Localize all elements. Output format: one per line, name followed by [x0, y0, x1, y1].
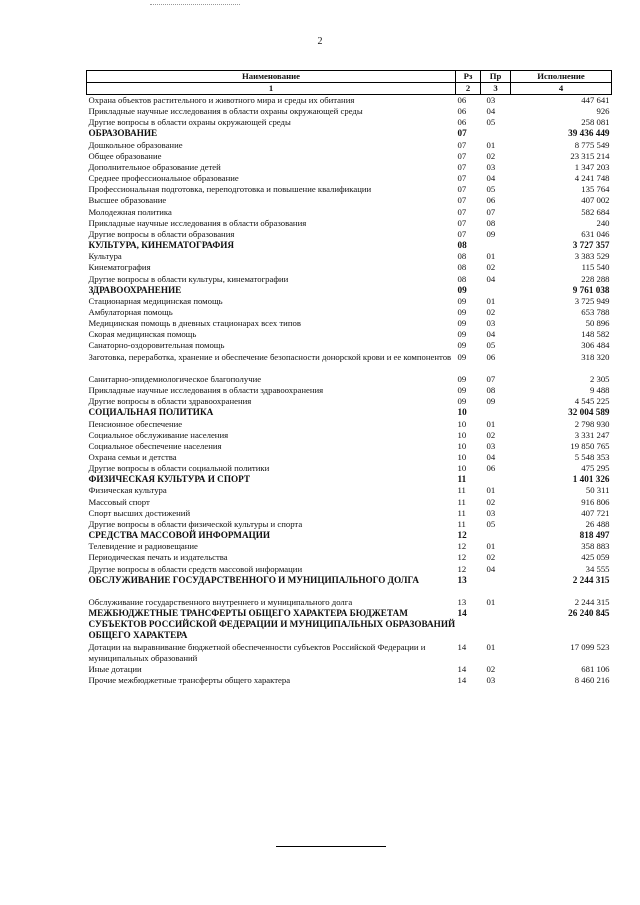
table-row: [87, 497, 612, 508]
row-name: Социальное обслуживание населения: [88, 429, 229, 440]
table-row: [87, 95, 612, 107]
row-pr: [481, 575, 511, 597]
page-number: 2: [317, 36, 323, 47]
row-pr: 05: [486, 340, 496, 351]
row-value: 358 883: [581, 541, 610, 552]
row-rz: 08: [457, 251, 467, 262]
table-row: [87, 474, 612, 485]
row-name: СРЕДСТВА МАССОВОЙ ИНФОРМАЦИИ: [88, 530, 271, 541]
row-pr: 05: [486, 117, 496, 128]
row-name: Другие вопросы в области социальной политики: [88, 463, 270, 474]
table-row: [87, 262, 612, 273]
row-name: Массовый спорт: [88, 496, 150, 507]
row-rz: 09: [457, 351, 467, 362]
row-name: Прикладные научные исследования в области охраны окружающей среды: [88, 106, 363, 117]
row-pr: 01: [486, 418, 496, 429]
row-rz: 09: [457, 306, 467, 317]
row-name: Медицинская помощь в дневных стационарах всех типов: [88, 318, 301, 329]
row-rz: 09: [457, 284, 467, 295]
row-name: Кинематография: [88, 262, 151, 273]
row-pr: 02: [486, 663, 496, 674]
table-row: [87, 575, 612, 597]
row-rz: 10: [457, 429, 467, 440]
row-value: 34 555: [585, 563, 610, 574]
table-body: [87, 95, 612, 687]
row-pr: 03: [486, 318, 496, 329]
row-pr: 06: [486, 463, 496, 474]
row-pr: 07: [486, 373, 496, 384]
row-rz: 11: [457, 518, 466, 529]
row-pr: 05: [486, 184, 496, 195]
row-name: Дотации на выравнивание бюджетной обеспеченности субъектов Российской Федерации и муниципальных образований: [88, 641, 426, 663]
row-value: 228 288: [581, 273, 610, 284]
row-value: 475 295: [581, 463, 610, 474]
row-value: 4 241 748: [574, 173, 610, 184]
row-rz: 07: [457, 206, 467, 217]
row-rz: 07: [457, 173, 467, 184]
row-value: 306 484: [581, 340, 610, 351]
row-rz: 07: [457, 150, 467, 161]
row-name: Амбулаторная помощь: [88, 306, 173, 317]
table-row: [87, 552, 612, 563]
row-pr: 09: [486, 228, 496, 239]
header-number-name: 1: [87, 83, 456, 95]
table-row: [87, 218, 612, 229]
row-rz: 07: [457, 184, 467, 195]
row-rz: 06: [457, 117, 467, 128]
row-name: Санитарно-эпидемиологическое благополучие: [88, 373, 262, 384]
row-value: 318 320: [581, 351, 610, 362]
row-name: Дополнительное образование детей: [88, 161, 221, 172]
row-pr: 02: [486, 429, 496, 440]
row-name: Прикладные научные исследования в области образования: [88, 217, 307, 228]
row-value: 3 383 529: [574, 251, 610, 262]
row-value: 916 806: [581, 496, 610, 507]
table-row: [87, 274, 612, 285]
row-rz: 06: [457, 95, 467, 105]
row-name: Пенсионное обеспечение: [88, 418, 183, 429]
row-value: 425 059: [581, 552, 610, 563]
row-name: Спорт высших достижений: [88, 507, 191, 518]
row-pr: 01: [486, 597, 496, 607]
row-name: Санаторно-оздоровительная помощь: [88, 340, 225, 351]
row-rz: 07: [457, 128, 467, 139]
row-pr: 08: [486, 385, 496, 396]
table-row: [87, 463, 612, 474]
row-name: Социальное обеспечение населения: [88, 440, 222, 451]
row-name: Телевидение и радиовещание: [88, 541, 198, 552]
row-value: 26 240 845: [568, 608, 610, 619]
row-rz: 09: [457, 385, 467, 396]
row-value: 631 046: [581, 228, 610, 239]
table-row: [87, 508, 612, 519]
table-row: [87, 441, 612, 452]
row-value: 681 106: [581, 663, 610, 674]
row-value: 2 244 315: [572, 574, 610, 585]
table-row: [87, 664, 612, 675]
row-value: 258 081: [581, 117, 610, 128]
row-rz: 07: [457, 161, 467, 172]
row-value: 50 311: [585, 485, 610, 496]
table-row: [87, 240, 612, 251]
row-pr: 06: [486, 195, 496, 206]
table-row: [87, 296, 612, 307]
row-rz: 12: [457, 552, 467, 563]
row-pr: 01: [486, 139, 496, 150]
row-pr: 03: [486, 440, 496, 451]
row-rz: 14: [457, 608, 467, 619]
row-value: 1 401 326: [572, 474, 610, 485]
row-name: ОБРАЗОВАНИЕ: [88, 128, 158, 139]
row-value: 39 436 449: [568, 128, 610, 139]
row-value: 407 721: [581, 507, 610, 518]
row-value: 1 347 203: [574, 161, 610, 172]
row-pr: 09: [486, 396, 496, 407]
row-name: Охрана семьи и детства: [88, 451, 177, 462]
row-value: 32 004 589: [568, 407, 610, 418]
row-name: ФИЗИЧЕСКАЯ КУЛЬТУРА И СПОРТ: [88, 474, 250, 485]
table-row: [87, 597, 612, 608]
row-name: Прочие межбюджетные трансферты общего характера: [88, 675, 291, 686]
row-pr: 01: [486, 251, 496, 262]
row-rz: 10: [457, 418, 467, 429]
row-value: 653 788: [581, 306, 610, 317]
row-value: 447 641: [581, 95, 610, 105]
table-row: [87, 419, 612, 430]
row-name: Иные дотации: [88, 663, 142, 674]
row-rz: 11: [457, 485, 466, 496]
table-row: [87, 485, 612, 496]
row-pr: 02: [486, 496, 496, 507]
header-name: Наименование: [87, 71, 456, 83]
row-rz: 11: [457, 507, 466, 518]
row-value: 8 775 549: [574, 139, 610, 150]
row-rz: 10: [457, 440, 467, 451]
table-row: [87, 340, 612, 351]
row-pr: 02: [486, 306, 496, 317]
row-name: Охрана объектов растительного и животного мира и среды их обитания: [88, 95, 355, 105]
row-pr: [481, 285, 511, 296]
row-rz: 13: [457, 574, 467, 585]
row-name: КУЛЬТУРА, КИНЕМАТОГРАФИЯ: [88, 240, 235, 251]
row-value: 3 725 949: [574, 295, 610, 306]
row-pr: 04: [486, 273, 496, 284]
row-name: Молодежная политика: [88, 206, 172, 217]
row-rz: 11: [457, 474, 467, 485]
row-rz: 10: [457, 407, 467, 418]
table-row: [87, 519, 612, 530]
row-value: 4 545 225: [574, 396, 610, 407]
row-pr: 01: [486, 295, 496, 306]
header-pr: Пр: [481, 71, 511, 83]
row-value: 50 896: [585, 318, 610, 329]
table-row: [87, 195, 612, 206]
row-name: МЕЖБЮДЖЕТНЫЕ ТРАНСФЕРТЫ ОБЩЕГО ХАРАКТЕРА БЮДЖЕТАМ СУБЪЕКТОВ РОССИЙСКОЙ ФЕДЕРАЦИИ И МУНИЦИПАЛЬНЫХ ОБРАЗОВАНИЙ ОБЩЕГО ХАРАКТЕРА: [88, 608, 456, 641]
row-value: 240: [596, 217, 610, 228]
row-name: Другие вопросы в области охраны окружающей среды: [88, 117, 291, 128]
row-value: 8 460 216: [574, 675, 610, 686]
table-header: [87, 71, 612, 95]
table-row: [87, 541, 612, 552]
table-row: [87, 285, 612, 296]
row-value: 2 798 930: [574, 418, 610, 429]
row-pr: 05: [486, 518, 496, 529]
row-rz: 09: [457, 340, 467, 351]
row-name: ОБСЛУЖИВАНИЕ ГОСУДАРСТВЕННОГО И МУНИЦИПАЛЬНОГО ДОЛГА: [88, 574, 420, 585]
table-row: [87, 452, 612, 463]
row-name: Высшее образование: [88, 195, 167, 206]
row-value: 9 761 038: [572, 284, 610, 295]
row-pr: 01: [486, 485, 496, 496]
row-pr: 02: [486, 552, 496, 563]
row-name: Профессиональная подготовка, переподготовка и повышение квалификации: [88, 184, 372, 195]
row-name: Другие вопросы в области образования: [88, 228, 235, 239]
header-number-pr: 3: [481, 83, 511, 95]
row-value: 926: [596, 106, 610, 117]
row-rz: 12: [457, 530, 467, 541]
row-pr: 04: [486, 451, 496, 462]
row-value: 115 540: [581, 262, 610, 273]
row-rz: 07: [457, 217, 467, 228]
row-value: 135 764: [581, 184, 610, 195]
row-pr: 03: [486, 675, 496, 686]
row-name: Дошкольное образование: [88, 139, 183, 150]
row-rz: 09: [457, 295, 467, 306]
row-rz: 14: [457, 663, 467, 674]
row-rz: 06: [457, 106, 467, 117]
row-name: Скорая медицинская помощь: [88, 329, 197, 340]
table-row: [87, 173, 612, 184]
row-pr: 04: [486, 329, 496, 340]
row-rz: 12: [457, 563, 467, 574]
row-name: Обслуживание государственного внутреннего и муниципального долга: [88, 597, 353, 607]
row-value: 2 244 315: [574, 597, 610, 607]
row-pr: 03: [486, 161, 496, 172]
top-rule: [150, 4, 240, 5]
row-pr: 08: [486, 217, 496, 228]
row-rz: 08: [457, 273, 467, 284]
table-row: [87, 151, 612, 162]
table-row: [87, 329, 612, 340]
row-rz: 09: [457, 318, 467, 329]
row-pr: 06: [486, 351, 496, 362]
table-row: [87, 608, 612, 641]
row-rz: 07: [457, 195, 467, 206]
row-value: 19 850 765: [570, 440, 610, 451]
row-value: 17 099 523: [570, 641, 610, 652]
table-row: [87, 117, 612, 128]
table-row: [87, 318, 612, 329]
table-row: [87, 106, 612, 117]
row-pr: 03: [486, 507, 496, 518]
header-rz: Рз: [456, 71, 481, 83]
bottom-rule: [276, 846, 386, 847]
row-rz: 07: [457, 139, 467, 150]
row-rz: 10: [457, 451, 467, 462]
header-number-value: 4: [511, 83, 612, 95]
table-row: [87, 396, 612, 407]
row-rz: 09: [457, 329, 467, 340]
row-rz: 09: [457, 373, 467, 384]
table-row: [87, 564, 612, 575]
row-rz: 14: [457, 675, 467, 686]
table-row: [87, 407, 612, 418]
table-row: [87, 162, 612, 173]
row-pr: 01: [486, 541, 496, 552]
row-name: Заготовка, переработка, хранение и обеспечение безопасности донорской крови и ее компонентов: [88, 351, 452, 362]
row-pr: 04: [486, 563, 496, 574]
table-row: [87, 430, 612, 441]
row-rz: 08: [457, 262, 467, 273]
row-name: Среднее профессиональное образование: [88, 173, 239, 184]
table-row: [87, 229, 612, 240]
row-pr: [481, 474, 511, 485]
row-rz: 14: [457, 641, 467, 652]
table-row: [87, 352, 612, 374]
header-value: Исполнение: [511, 71, 612, 83]
row-name: Другие вопросы в области средств массовой информации: [88, 563, 303, 574]
row-name: Физическая культура: [88, 485, 167, 496]
budget-table: [86, 70, 612, 686]
row-value: 9 488: [589, 385, 610, 396]
row-rz: 13: [457, 597, 467, 607]
row-pr: 04: [486, 106, 496, 117]
row-pr: 04: [486, 173, 496, 184]
row-rz: 10: [457, 463, 467, 474]
row-pr: 03: [486, 95, 496, 105]
row-name: Прикладные научные исследования в области здравоохранения: [88, 385, 324, 396]
row-name: СОЦИАЛЬНАЯ ПОЛИТИКА: [88, 407, 214, 418]
row-value: 26 488: [585, 518, 610, 529]
row-name: Другие вопросы в области физической культуры и спорта: [88, 518, 303, 529]
table-row: [87, 128, 612, 139]
row-name: Другие вопросы в области культуры, кинематографии: [88, 273, 289, 284]
row-pr: 07: [486, 206, 496, 217]
row-value: 818 497: [579, 530, 610, 541]
row-pr: [481, 240, 511, 251]
row-rz: 08: [457, 240, 467, 251]
row-value: 3 727 357: [572, 240, 610, 251]
row-rz: 12: [457, 541, 467, 552]
table-row: [87, 184, 612, 195]
row-rz: 09: [457, 396, 467, 407]
row-pr: [481, 608, 511, 641]
row-name: Культура: [88, 251, 122, 262]
row-value: 2 305: [589, 373, 610, 384]
row-name: Стационарная медицинская помощь: [88, 295, 223, 306]
table-row: [87, 530, 612, 541]
row-pr: 01: [486, 641, 496, 652]
table-row: [87, 140, 612, 151]
row-rz: 07: [457, 228, 467, 239]
row-name: Общее образование: [88, 150, 162, 161]
table-row: [87, 675, 612, 686]
table-row: [87, 307, 612, 318]
row-pr: [481, 128, 511, 139]
table-row: [87, 251, 612, 262]
table-row: [87, 374, 612, 385]
row-value: 148 582: [581, 329, 610, 340]
row-value: 5 548 353: [574, 451, 610, 462]
table-row: [87, 385, 612, 396]
row-name: Периодическая печать и издательства: [88, 552, 228, 563]
row-rz: 11: [457, 496, 466, 507]
row-value: 407 002: [581, 195, 610, 206]
row-name: Другие вопросы в области здравоохранения: [88, 396, 252, 407]
row-value: 23 315 214: [570, 150, 610, 161]
header-number-rz: 2: [456, 83, 481, 95]
row-name: ЗДРАВООХРАНЕНИЕ: [88, 284, 182, 295]
table-row: [87, 642, 612, 664]
row-pr: 02: [486, 150, 496, 161]
table-row: [87, 207, 612, 218]
row-pr: [481, 407, 511, 418]
row-pr: 02: [486, 262, 496, 273]
row-value: 3 331 247: [574, 429, 610, 440]
row-pr: [481, 530, 511, 541]
row-value: 582 684: [581, 206, 610, 217]
